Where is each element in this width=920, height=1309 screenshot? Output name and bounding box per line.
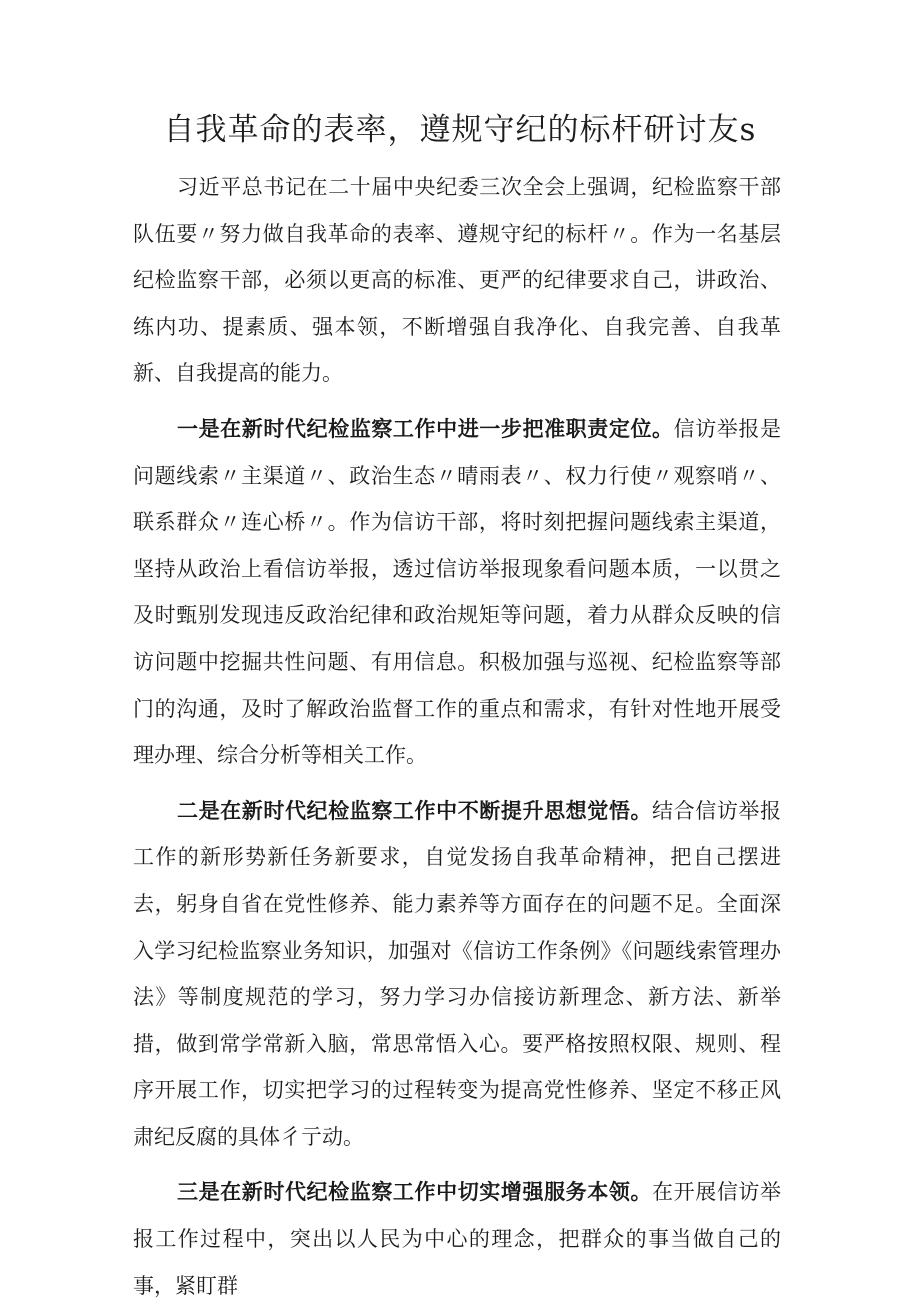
paragraph-lead: 二是在新时代纪检监察工作中不断提升思想觉悟。 [177,798,653,823]
paragraph-text: 习近平总书记在二十届中央纪委三次全会上强调，纪检监察干部队伍要〃努力做自我革命的表率、遵规守纪的标杆〃。作为一名基层纪检监察干部，必须以更高的标准、更严的纪律要求自己，讲政治、练内功、提素质、强本领，不断增强自我净化、自我完善、自我革新、自我提高的能力。 [133,175,781,386]
paragraph-lead: 一是在新时代纪检监察工作中进一步把准职责定位。 [177,416,674,441]
document-title: 自我革命的表率，遵规守纪的标杆研讨友s [163,112,757,148]
paragraph-lead: 三是在新时代纪检监察工作中切实增强服务本领。 [177,1180,653,1205]
paragraph-text: 在开展信访举报工作过程中，突出以人民为中心的理念，把群众的事当做自己的事，紧盯群 [133,1180,782,1298]
paragraph-text: 结合信访举报工作的新形势新任务新要求，自觉发扬自我革命精神，把自己摆进去，躬身自省在党性修养、能力素养等方面存在的问题不足。全面深入学习纪检监察业务知识，加强对《信访工作条例》《问题线索管理办法》等制度规范的学习，努力学习办信接访新理念、新方法、新举措，做到常学常新入脑，常思常悟入心。要严格按照权限、规则、程序开展工作，切实把学习的过程转变为提高党性修养、坚定不移正风肃纪反腐的具体彳亍动。 [133,798,782,1149]
paragraph-point-three [133,1169,781,1309]
paragraph-point-one [133,406,781,779]
document-body [133,164,781,1309]
paragraph-intro [133,164,781,397]
paragraph-point-two [133,788,781,1161]
paragraph-text: 信访举报是问题线索〃主渠道〃、政治生态〃晴雨表〃、权力行使〃观察哨〃、联系群众〃连心桥〃。作为信访干部，将时刻把握问题线索主渠道，坚持从政治上看信访举报，透过信访举报现象看问题本质，一以贯之及时甄别发现违反政治纪律和政治规矩等问题，着力从群众反映的信访问题中挖掘共性问题、有用信息。积极加强与巡视、纪检监察等部门的沟通，及时了解政治监督工作的重点和需求，有针对性地开展受理办理、综合分析等相关工作。 [133,416,782,768]
